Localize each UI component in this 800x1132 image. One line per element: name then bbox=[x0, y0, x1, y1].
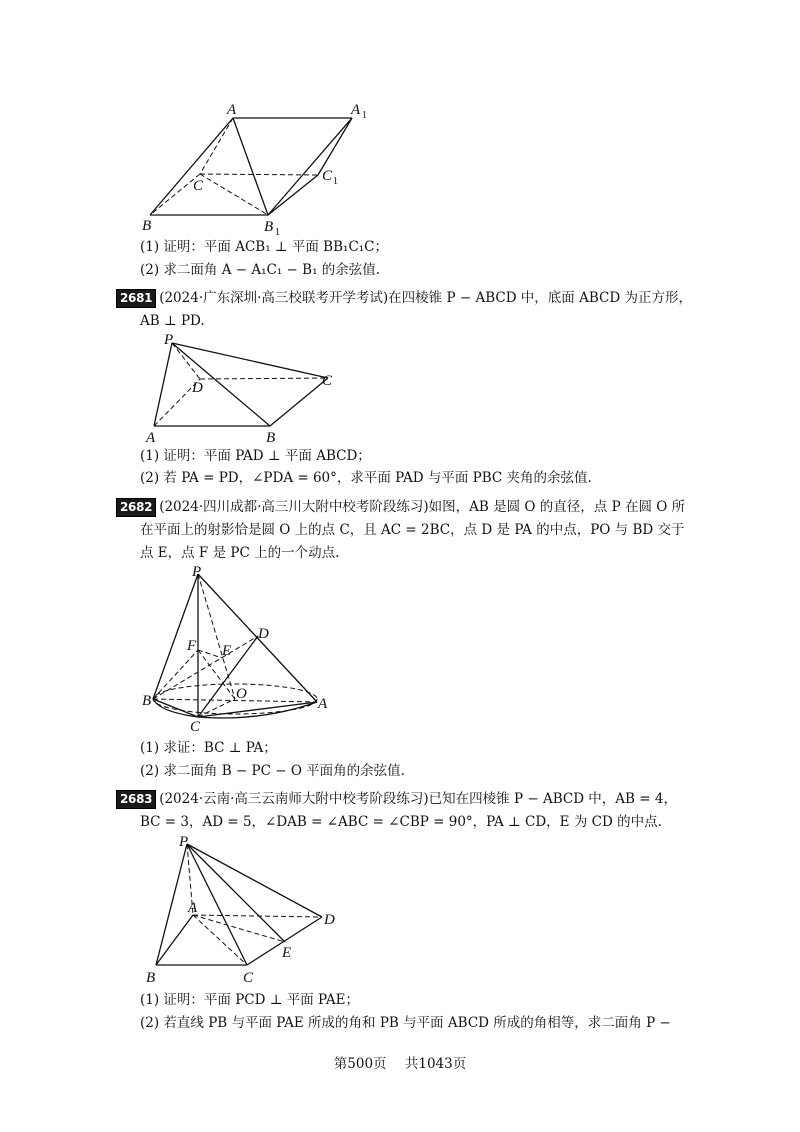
label-D: D bbox=[324, 912, 335, 928]
label-A1: A bbox=[351, 102, 361, 118]
problem-number-badge: 2683 bbox=[116, 790, 156, 809]
prev-question-2: (2) 求二面角 A − A₁C₁ − B₁ 的余弦值. bbox=[140, 262, 381, 278]
cone-2682-figure bbox=[140, 562, 340, 732]
label-D: D bbox=[192, 380, 203, 396]
label-C: C bbox=[190, 719, 201, 732]
label-E: E bbox=[222, 643, 232, 659]
problem-2682-question-1: (1) 求证：BC ⊥ PA； bbox=[140, 740, 277, 756]
problem-2681-line-1: 2681 (2024·广东深圳·高三校联考开学考试)在四棱锥 P − ABCD 中，底面 ABCD 为正方形， bbox=[116, 288, 692, 308]
problem-2682-line-3: 点 E，点 F 是 PC 上的一个动点. bbox=[140, 545, 340, 561]
prev-question-1: (1) 证明：平面 ACB₁ ⊥ 平面 BB₁C₁C； bbox=[140, 239, 389, 255]
label-P: P bbox=[192, 564, 202, 580]
problem-2683-line-1: 2683 (2024·云南·高三云南师大附中校考阶段练习)已知在四棱锥 P − ABCD 中，AB = 4， bbox=[116, 789, 677, 809]
problem-2681-question-1: (1) 证明：平面 PAD ⊥ 平面 ABCD； bbox=[140, 448, 371, 464]
problem-2681-line-2: AB ⊥ PD. bbox=[140, 313, 205, 329]
label-C: C bbox=[322, 373, 333, 389]
page-footer bbox=[0, 1052, 800, 1072]
label-A: A bbox=[227, 102, 237, 118]
svg-text:1: 1 bbox=[333, 176, 338, 187]
problem-2682-question-2: (2) 求二面角 B − PC − O 平面角的余弦值. bbox=[140, 763, 405, 779]
problem-2682-line-1: 2682 (2024·四川成都·高三川大附中校考阶段练习)如图，AB 是圆 O 的直径，点 P 在圆 O 所 bbox=[116, 497, 685, 517]
label-E: E bbox=[282, 945, 292, 961]
label-D: D bbox=[258, 626, 269, 642]
page-number: 第500页 bbox=[333, 1056, 387, 1072]
pyramid-2683-figure bbox=[140, 832, 350, 987]
label-B1: B bbox=[264, 219, 274, 235]
label-O: O bbox=[236, 686, 247, 702]
problem-2683-question-2: (2) 若直线 PB 与平面 PAE 所成的角和 PB 与平面 ABCD 所成的角相等，求二面角 P − bbox=[140, 1015, 671, 1031]
label-B: B bbox=[266, 430, 276, 446]
problem-2682-line-2: 在平面上的射影恰是圆 O 上的点 C，且 AC = 2BC，点 D 是 PA 的中点，PO 与 BD 交于 bbox=[140, 522, 685, 538]
problem-2683-line-2: BC = 3，AD = 5，∠DAB = ∠ABC = ∠CBP = 90°，PA ⊥ CD，E 为 CD 的中点. bbox=[140, 814, 662, 830]
label-A: A bbox=[318, 696, 328, 712]
label-A: A bbox=[188, 900, 198, 916]
label-C: C bbox=[193, 178, 204, 194]
label-C1: C bbox=[322, 168, 333, 184]
label-B: B bbox=[142, 218, 152, 234]
label-B: B bbox=[146, 970, 156, 986]
problem-number-badge: 2682 bbox=[116, 498, 156, 517]
svg-text:1: 1 bbox=[362, 110, 367, 121]
problem-number-badge: 2681 bbox=[116, 289, 156, 308]
label-F: F bbox=[187, 638, 197, 654]
problem-2681-question-2: (2) 若 PA = PD，∠PDA = 60°，求平面 PAD 与平面 PBC 夹角的余弦值. bbox=[140, 470, 592, 486]
pyramid-2681-figure bbox=[140, 330, 350, 448]
label-A: A bbox=[146, 430, 156, 446]
label-P: P bbox=[164, 332, 174, 348]
total-pages: 共1043页 bbox=[404, 1056, 467, 1072]
svg-text:1: 1 bbox=[275, 227, 280, 235]
problem-2683-question-1: (1) 证明：平面 PCD ⊥ 平面 PAE； bbox=[140, 992, 359, 1008]
prism-figure bbox=[140, 100, 380, 235]
label-B: B bbox=[142, 693, 152, 709]
label-P: P bbox=[179, 834, 189, 850]
label-C: C bbox=[243, 970, 254, 986]
